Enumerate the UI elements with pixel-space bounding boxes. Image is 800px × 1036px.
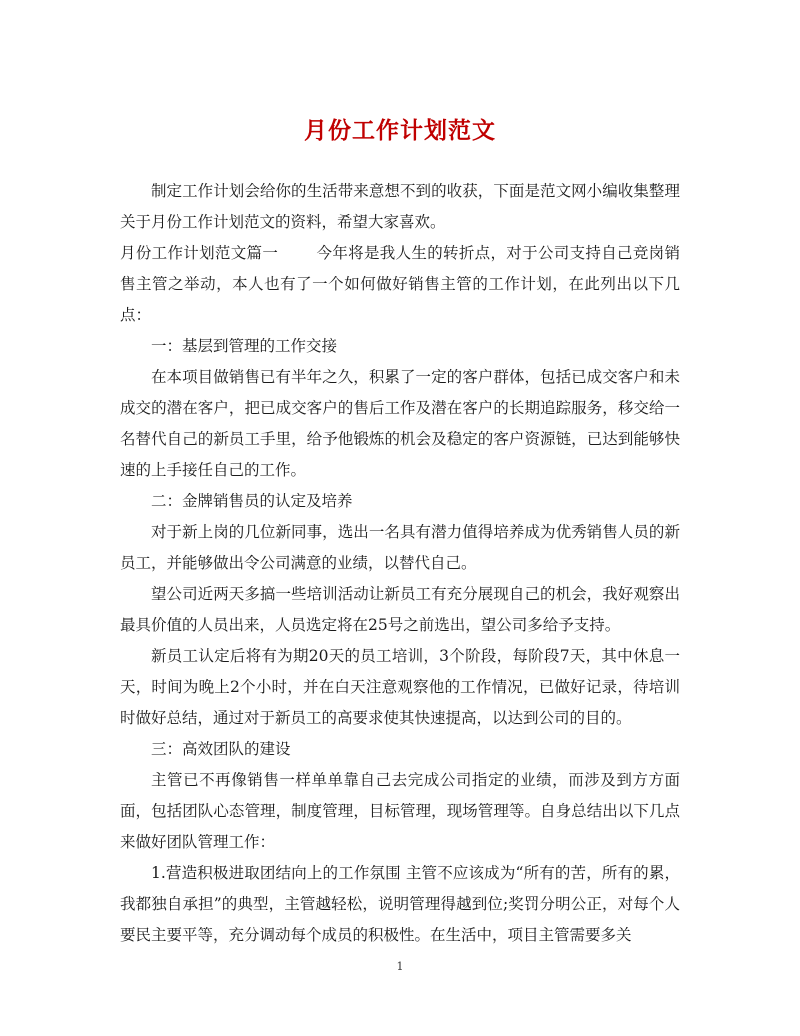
section-head-label: 月份工作计划范文篇一 (120, 244, 279, 262)
paragraph-team-management: 主管已不再像销售一样单单靠自己去完成公司指定的业绩，而涉及到方方面面，包括团队心态管理，制度管理，目标管理，现场管理等。自身总结出以下几点来做好团队管理工作： (120, 771, 680, 851)
paragraph-new-staff: 对于新上岗的几位新同事，选出一名具有潜力值得培养成为优秀销售人员的新员工，并能够做出令公司满意的业绩，以替代自己。 (120, 523, 680, 572)
heading-gold-sales: 二：金牌销售员的认定及培养 (151, 492, 353, 510)
section-head-text: 今年将是我人生的转折点，对于公司支持自己竞岗销售主管之举动，本人也有了一个如何做好销售主管的工作计划，在此列出以下几点： (120, 244, 680, 324)
document-body (120, 176, 680, 951)
paragraph-training-plan: 新员工认定后将有为期20天的员工培训，3个阶段，每阶段7天，其中休息一天，时间为晚上2个小时，并在白天注意观察他的工作情况，已做好记录，待培训时做好总结，通过对于新员工的高要求使其快速提高，以达到公司的目的。 (120, 647, 680, 727)
heading-handover: 一：基层到管理的工作交接 (151, 337, 338, 355)
section-head-paragraph (120, 238, 680, 331)
paragraph-handover: 在本项目做销售已有半年之久，积累了一定的客户群体，包括已成交客户和未成交的潜在客户，把已成交客户的售后工作及潜在客户的长期追踪服务，移交给一名替代自己的新员工手里，给予他锻炼的机会及稳定的客户资源链，已达到能够快速的上手接任自己的工作。 (120, 368, 680, 479)
page-number: 1 (396, 960, 404, 973)
page-title: 月份工作计划范文 (304, 117, 496, 144)
heading-team-building: 三：高效团队的建设 (151, 740, 291, 758)
intro-paragraph: 制定工作计划会给你的生活带来意想不到的收获，下面是范文网小编收集整理关于月份工作计划范文的资料，希望大家喜欢。 (120, 182, 680, 231)
paragraph-training-activity: 望公司近两天多搞一些培训活动让新员工有充分展现自己的机会，我好观察出最具价值的人员出来，人员选定将在25号之前选出，望公司多给予支持。 (120, 585, 680, 634)
paragraph-point-1: 1.营造积极进取团结向上的工作氛围 主管不应该成为“所有的苦，所有的累，我都独自承担”的典型，主管越轻松，说明管理得越到位;奖罚分明公正，对每个人要民主要平等，充分调动每个成员的积极性。在生活中，项目主管需要多关 (120, 864, 680, 944)
